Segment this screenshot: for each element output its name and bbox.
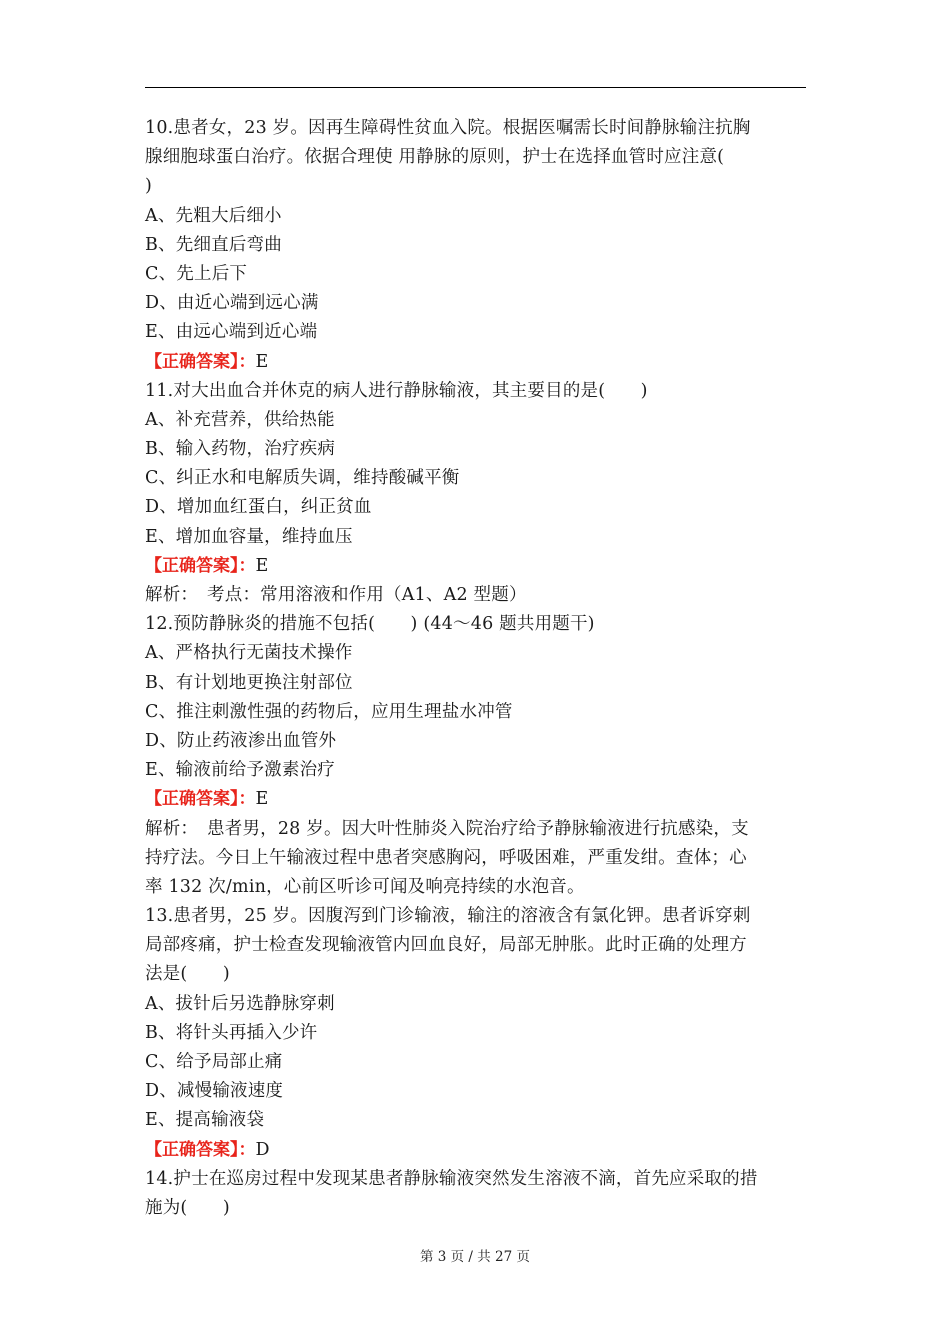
text-line: A、拔针后另选静脉穿刺: [145, 993, 335, 1014]
answer-value: E: [255, 555, 269, 576]
text-line: E、输液前给予激素治疗: [145, 760, 335, 781]
answer-label: 【正确答案】：: [145, 351, 256, 372]
text-line: E、增加血容量，维持血压: [145, 526, 353, 547]
text-line: 14.护士在巡房过程中发现某患者静脉输液突然发生溶液不滴，首先应采取的措: [145, 1168, 758, 1189]
text-line: C、给予局部止痛: [145, 1052, 283, 1072]
answer-value: D: [255, 1139, 270, 1160]
text-line: 法是( ): [145, 964, 230, 985]
text-line: C、先上后下: [145, 263, 248, 284]
text-line: C、推注刺激性强的药物后，应用生理盐水冲管: [145, 701, 513, 722]
answer-line: [145, 552, 807, 581]
answer-line: [145, 1136, 807, 1165]
answer-label: 【正确答案】：: [145, 1139, 256, 1160]
text-line: A、补充营养，供给热能: [145, 409, 335, 430]
text-line: 12.预防静脉炎的措施不包括( ) (44～46 题共用题干): [145, 614, 595, 635]
text-line: E、提高输液袋: [145, 1110, 265, 1131]
text-line: 解析： 考点：常用溶液和作用（A1、A2 型题）: [145, 585, 527, 605]
text-line: B、将针头再插入少许: [145, 1022, 318, 1043]
answer-line: [145, 348, 807, 377]
text-line: 11.对大出血合并休克的病人进行静脉输液，其主要目的是( ): [145, 380, 648, 401]
text-line: 局部疼痛，护士检查发现输液管内回血良好，局部无肿胀。此时正确的处理方: [145, 935, 747, 956]
text-line: B、先细直后弯曲: [145, 234, 282, 255]
text-line: D、防止药液渗出血管外: [145, 730, 337, 751]
text-line: 10.患者女，23 岁。因再生障碍性贫血入院。根据医嘱需长时间静脉输注抗胸: [145, 118, 751, 138]
text-line: 持疗法。今日上午输液过程中患者突感胸闷，呼吸困难，严重发绀。查体；心: [145, 847, 747, 868]
text-line: B、有计划地更换注射部位: [145, 672, 353, 693]
answer-value: E: [255, 351, 269, 372]
text-line: 13.患者男，25 岁。因腹泻到门诊输液，输注的溶液含有氯化钾。患者诉穿刺: [145, 906, 751, 927]
text-line: A、严格执行无菌技术操作: [145, 643, 353, 664]
document-body: [145, 114, 807, 1223]
page-footer: 第 3 页 / 共 27 页: [419, 1249, 531, 1265]
text-line: C、纠正水和电解质失调，维持酸碱平衡: [145, 468, 460, 489]
answer-label: 【正确答案】：: [145, 789, 256, 810]
text-line: D、增加血红蛋白，纠正贫血: [145, 497, 372, 518]
text-line: 解析： 患者男，28 岁。因大叶性肺炎入院治疗给予静脉输液进行抗感染，支: [145, 818, 749, 839]
text-line: ): [145, 176, 153, 197]
text-line: 率 132 次/min，心前区听诊可闻及响亮持续的水泡音。: [145, 876, 585, 897]
text-line: E、由远心端到近心端: [145, 322, 318, 343]
text-line: A、先粗大后细小: [145, 205, 282, 226]
text-line: 施为( ): [145, 1197, 230, 1218]
text-line: B、输入药物，治疗疾病: [145, 439, 336, 460]
answer-value: E: [255, 789, 269, 810]
text-line: D、减慢输液速度: [145, 1081, 284, 1102]
text-line: 腺细胞球蛋白治疗。依据合理使 用静脉的原则，护士在选择血管时应注意(: [145, 147, 725, 168]
answer-line: [145, 785, 807, 814]
answer-label: 【正确答案】：: [145, 555, 256, 576]
header-rule: [145, 87, 806, 88]
text-line: D、由近心端到远心满: [145, 293, 319, 314]
